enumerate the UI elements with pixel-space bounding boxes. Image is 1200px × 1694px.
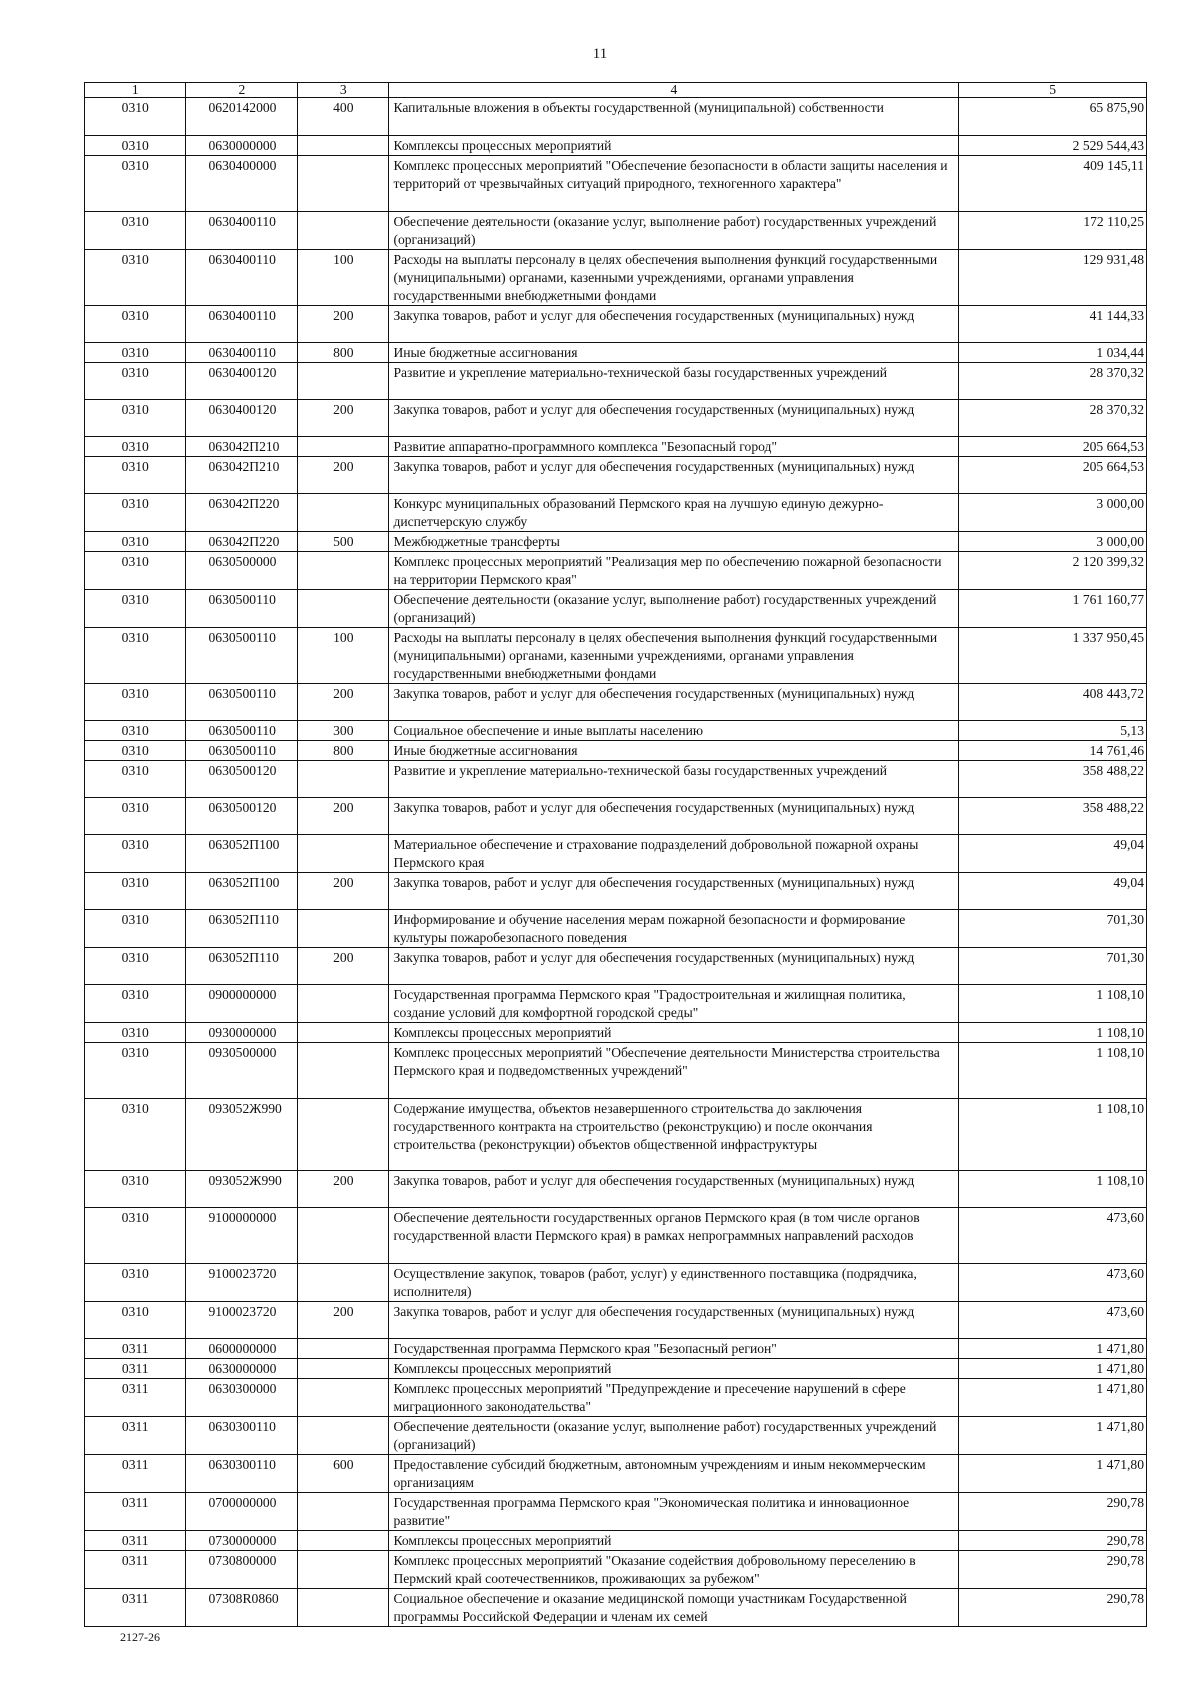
table-row bbox=[85, 835, 1147, 873]
item-name-cell: Закупка товаров, работ и услуг для обеспечения государственных (муниципальных) нужд bbox=[389, 948, 959, 985]
target-article-code-cell: 0630500000 bbox=[186, 552, 298, 590]
amount-cell: 701,30 bbox=[959, 948, 1147, 985]
table-row bbox=[85, 684, 1147, 721]
section-code-cell: 0311 bbox=[85, 1493, 186, 1531]
expense-type-code-cell bbox=[298, 1339, 389, 1359]
item-name-cell: Государственная программа Пермского края "Экономическая политика и инновационное развитие" bbox=[389, 1493, 959, 1531]
table-row bbox=[85, 1023, 1147, 1043]
amount-cell: 205 664,53 bbox=[959, 437, 1147, 457]
expense-type-code-cell bbox=[298, 212, 389, 250]
header-row bbox=[85, 83, 1147, 98]
table-row bbox=[85, 1264, 1147, 1302]
section-code-cell: 0310 bbox=[85, 910, 186, 948]
target-article-code-cell: 0630400110 bbox=[186, 212, 298, 250]
section-code-cell: 0311 bbox=[85, 1551, 186, 1589]
section-code-cell: 0310 bbox=[85, 250, 186, 306]
expense-type-code-cell bbox=[298, 136, 389, 156]
item-name-cell: Комплекс процессных мероприятий "Реализация мер по обеспечению пожарной безопасности на территории Пермского края" bbox=[389, 552, 959, 590]
item-name-cell: Предоставление субсидий бюджетным, автономным учреждениям и иным некоммерческим организациям bbox=[389, 1455, 959, 1493]
table-row bbox=[85, 532, 1147, 552]
amount-cell: 1 337 950,45 bbox=[959, 628, 1147, 684]
item-name-cell: Закупка товаров, работ и услуг для обеспечения государственных (муниципальных) нужд bbox=[389, 457, 959, 494]
target-article-code-cell: 0630500110 bbox=[186, 684, 298, 721]
item-name-cell: Иные бюджетные ассигнования bbox=[389, 343, 959, 363]
header-col-4: 4 bbox=[389, 83, 959, 98]
expense-type-code-cell: 200 bbox=[298, 1171, 389, 1208]
target-article-code-cell: 0630400120 bbox=[186, 363, 298, 400]
amount-cell: 1 471,80 bbox=[959, 1455, 1147, 1493]
table-row bbox=[85, 1359, 1147, 1379]
target-article-code-cell: 0630400110 bbox=[186, 250, 298, 306]
amount-cell: 358 488,22 bbox=[959, 798, 1147, 835]
item-name-cell: Комплексы процессных мероприятий bbox=[389, 1359, 959, 1379]
section-code-cell: 0310 bbox=[85, 721, 186, 741]
table-row bbox=[85, 1589, 1147, 1627]
expense-type-code-cell bbox=[298, 1551, 389, 1589]
section-code-cell: 0310 bbox=[85, 1043, 186, 1099]
item-name-cell: Закупка товаров, работ и услуг для обеспечения государственных (муниципальных) нужд bbox=[389, 1171, 959, 1208]
target-article-code-cell: 0630500120 bbox=[186, 798, 298, 835]
item-name-cell: Закупка товаров, работ и услуг для обеспечения государственных (муниципальных) нужд bbox=[389, 684, 959, 721]
target-article-code-cell: 0630300110 bbox=[186, 1417, 298, 1455]
item-name-cell: Закупка товаров, работ и услуг для обеспечения государственных (муниципальных) нужд bbox=[389, 400, 959, 437]
expense-type-code-cell: 500 bbox=[298, 532, 389, 552]
amount-cell: 409 145,11 bbox=[959, 156, 1147, 212]
item-name-cell: Расходы на выплаты персоналу в целях обеспечения выполнения функций государственными (муниципальными) органами, казенными учреждениями, органами управления государственными внебюджетными фондами bbox=[389, 250, 959, 306]
target-article-code-cell: 9100000000 bbox=[186, 1208, 298, 1264]
target-article-code-cell: 0630500110 bbox=[186, 741, 298, 761]
expense-type-code-cell bbox=[298, 363, 389, 400]
expense-type-code-cell bbox=[298, 1208, 389, 1264]
item-name-cell: Государственная программа Пермского края "Безопасный регион" bbox=[389, 1339, 959, 1359]
item-name-cell: Социальное обеспечение и оказание медицинской помощи участникам Государственной программы Российской Федерации и членам их семей bbox=[389, 1589, 959, 1627]
expense-type-code-cell bbox=[298, 1043, 389, 1099]
target-article-code-cell: 07308R0860 bbox=[186, 1589, 298, 1627]
target-article-code-cell: 063052П100 bbox=[186, 835, 298, 873]
section-code-cell: 0310 bbox=[85, 212, 186, 250]
amount-cell: 1 108,10 bbox=[959, 1043, 1147, 1099]
section-code-cell: 0311 bbox=[85, 1359, 186, 1379]
table-row bbox=[85, 1043, 1147, 1099]
item-name-cell: Государственная программа Пермского края "Градостроительная и жилищная политика, создание условий для комфортной городской среды" bbox=[389, 985, 959, 1023]
target-article-code-cell: 0630400110 bbox=[186, 306, 298, 343]
expense-type-code-cell bbox=[298, 1099, 389, 1171]
amount-cell: 129 931,48 bbox=[959, 250, 1147, 306]
amount-cell: 2 120 399,32 bbox=[959, 552, 1147, 590]
amount-cell: 473,60 bbox=[959, 1302, 1147, 1339]
item-name-cell: Комплексы процессных мероприятий bbox=[389, 1023, 959, 1043]
target-article-code-cell: 063042П220 bbox=[186, 494, 298, 532]
section-code-cell: 0310 bbox=[85, 835, 186, 873]
header-col-5: 5 bbox=[959, 83, 1147, 98]
expense-type-code-cell: 200 bbox=[298, 457, 389, 494]
expense-type-code-cell bbox=[298, 985, 389, 1023]
table-row bbox=[85, 628, 1147, 684]
expense-type-code-cell bbox=[298, 835, 389, 873]
section-code-cell: 0310 bbox=[85, 156, 186, 212]
item-name-cell: Межбюджетные трансферты bbox=[389, 532, 959, 552]
amount-cell: 1 471,80 bbox=[959, 1359, 1147, 1379]
table-row bbox=[85, 400, 1147, 437]
target-article-code-cell: 0630400120 bbox=[186, 400, 298, 437]
expense-type-code-cell: 200 bbox=[298, 684, 389, 721]
target-article-code-cell: 0630400000 bbox=[186, 156, 298, 212]
amount-cell: 41 144,33 bbox=[959, 306, 1147, 343]
section-code-cell: 0310 bbox=[85, 457, 186, 494]
expense-type-code-cell bbox=[298, 1264, 389, 1302]
target-article-code-cell: 0730800000 bbox=[186, 1551, 298, 1589]
table-row bbox=[85, 741, 1147, 761]
section-code-cell: 0310 bbox=[85, 628, 186, 684]
item-name-cell: Развитие и укрепление материально-технической базы государственных учреждений bbox=[389, 363, 959, 400]
table-row bbox=[85, 1531, 1147, 1551]
amount-cell: 701,30 bbox=[959, 910, 1147, 948]
item-name-cell: Осуществление закупок, товаров (работ, услуг) у единственного поставщика (подрядчика, исполнителя) bbox=[389, 1264, 959, 1302]
item-name-cell: Комплекс процессных мероприятий "Оказание содействия добровольному переселению в Пермский край соотечественников, проживающих за рубежом" bbox=[389, 1551, 959, 1589]
table-row bbox=[85, 1493, 1147, 1531]
table-row bbox=[85, 1417, 1147, 1455]
section-code-cell: 0311 bbox=[85, 1589, 186, 1627]
table-row bbox=[85, 343, 1147, 363]
expense-type-code-cell bbox=[298, 590, 389, 628]
header-col-2: 2 bbox=[186, 83, 298, 98]
amount-cell: 1 108,10 bbox=[959, 1099, 1147, 1171]
item-name-cell: Закупка товаров, работ и услуг для обеспечения государственных (муниципальных) нужд bbox=[389, 1302, 959, 1339]
table-row bbox=[85, 721, 1147, 741]
table-row bbox=[85, 761, 1147, 798]
item-name-cell: Обеспечение деятельности (оказание услуг, выполнение работ) государственных учреждений (организаций) bbox=[389, 1417, 959, 1455]
table-row bbox=[85, 1208, 1147, 1264]
table-row bbox=[85, 1171, 1147, 1208]
amount-cell: 408 443,72 bbox=[959, 684, 1147, 721]
item-name-cell: Иные бюджетные ассигнования bbox=[389, 741, 959, 761]
target-article-code-cell: 0630500120 bbox=[186, 761, 298, 798]
amount-cell: 290,78 bbox=[959, 1493, 1147, 1531]
table-row bbox=[85, 590, 1147, 628]
header-col-3: 3 bbox=[298, 83, 389, 98]
section-code-cell: 0311 bbox=[85, 1417, 186, 1455]
target-article-code-cell: 063042П210 bbox=[186, 457, 298, 494]
amount-cell: 28 370,32 bbox=[959, 363, 1147, 400]
header-col-1: 1 bbox=[85, 83, 186, 98]
expense-type-code-cell bbox=[298, 1531, 389, 1551]
item-name-cell: Закупка товаров, работ и услуг для обеспечения государственных (муниципальных) нужд bbox=[389, 873, 959, 910]
amount-cell: 1 761 160,77 bbox=[959, 590, 1147, 628]
page-number: 11 bbox=[592, 46, 608, 62]
target-article-code-cell: 0630300000 bbox=[186, 1379, 298, 1417]
amount-cell: 28 370,32 bbox=[959, 400, 1147, 437]
table-row bbox=[85, 306, 1147, 343]
amount-cell: 1 471,80 bbox=[959, 1379, 1147, 1417]
target-article-code-cell: 9100023720 bbox=[186, 1302, 298, 1339]
table-row bbox=[85, 1339, 1147, 1359]
section-code-cell: 0310 bbox=[85, 363, 186, 400]
table-row bbox=[85, 552, 1147, 590]
expense-type-code-cell: 300 bbox=[298, 721, 389, 741]
expense-type-code-cell bbox=[298, 437, 389, 457]
table-row bbox=[85, 985, 1147, 1023]
item-name-cell: Капитальные вложения в объекты государственной (муниципальной) собственности bbox=[389, 98, 959, 136]
expense-type-code-cell: 200 bbox=[298, 400, 389, 437]
target-article-code-cell: 9100023720 bbox=[186, 1264, 298, 1302]
target-article-code-cell: 0900000000 bbox=[186, 985, 298, 1023]
expense-type-code-cell bbox=[298, 1359, 389, 1379]
expense-type-code-cell bbox=[298, 1493, 389, 1531]
target-article-code-cell: 0730000000 bbox=[186, 1531, 298, 1551]
section-code-cell: 0310 bbox=[85, 1171, 186, 1208]
expense-type-code-cell: 100 bbox=[298, 628, 389, 684]
section-code-cell: 0310 bbox=[85, 1264, 186, 1302]
item-name-cell: Информирование и обучение населения мерам пожарной безопасности и формирование культуры пожаробезопасного поведения bbox=[389, 910, 959, 948]
item-name-cell: Обеспечение деятельности (оказание услуг, выполнение работ) государственных учреждений (организаций) bbox=[389, 590, 959, 628]
target-article-code-cell: 093052Ж990 bbox=[186, 1171, 298, 1208]
expense-type-code-cell: 400 bbox=[298, 98, 389, 136]
amount-cell: 290,78 bbox=[959, 1589, 1147, 1627]
table-row bbox=[85, 437, 1147, 457]
table-row bbox=[85, 798, 1147, 835]
table-row bbox=[85, 212, 1147, 250]
table-row bbox=[85, 156, 1147, 212]
amount-cell: 49,04 bbox=[959, 835, 1147, 873]
section-code-cell: 0310 bbox=[85, 1208, 186, 1264]
table-row bbox=[85, 910, 1147, 948]
section-code-cell: 0310 bbox=[85, 798, 186, 835]
item-name-cell: Комплекс процессных мероприятий "Обеспечение деятельности Министерства строительства Пермского края и подведомственных учреждений" bbox=[389, 1043, 959, 1099]
amount-cell: 1 471,80 bbox=[959, 1339, 1147, 1359]
table-row bbox=[85, 250, 1147, 306]
item-name-cell: Содержание имущества, объектов незавершенного строительства до заключения государственного контракта на строительство (реконструкцию) и после окончания строительства (реконструкции) объектов общественной инфраструктуры bbox=[389, 1099, 959, 1171]
target-article-code-cell: 0630300110 bbox=[186, 1455, 298, 1493]
amount-cell: 14 761,46 bbox=[959, 741, 1147, 761]
table-row bbox=[85, 1551, 1147, 1589]
section-code-cell: 0310 bbox=[85, 552, 186, 590]
table-row bbox=[85, 363, 1147, 400]
target-article-code-cell: 063052П110 bbox=[186, 910, 298, 948]
expense-type-code-cell: 100 bbox=[298, 250, 389, 306]
section-code-cell: 0310 bbox=[85, 948, 186, 985]
target-article-code-cell: 063052П100 bbox=[186, 873, 298, 910]
expense-type-code-cell: 200 bbox=[298, 798, 389, 835]
target-article-code-cell: 0630400110 bbox=[186, 343, 298, 363]
expense-type-code-cell: 200 bbox=[298, 873, 389, 910]
amount-cell: 49,04 bbox=[959, 873, 1147, 910]
section-code-cell: 0310 bbox=[85, 400, 186, 437]
amount-cell: 1 108,10 bbox=[959, 985, 1147, 1023]
amount-cell: 172 110,25 bbox=[959, 212, 1147, 250]
amount-cell: 358 488,22 bbox=[959, 761, 1147, 798]
section-code-cell: 0310 bbox=[85, 1023, 186, 1043]
section-code-cell: 0310 bbox=[85, 1099, 186, 1171]
table-row bbox=[85, 873, 1147, 910]
item-name-cell: Социальное обеспечение и иные выплаты населению bbox=[389, 721, 959, 741]
section-code-cell: 0311 bbox=[85, 1379, 186, 1417]
item-name-cell: Расходы на выплаты персоналу в целях обеспечения выполнения функций государственными (муниципальными) органами, казенными учреждениями, органами управления государственными внебюджетными фондами bbox=[389, 628, 959, 684]
expense-type-code-cell: 800 bbox=[298, 343, 389, 363]
expense-type-code-cell bbox=[298, 910, 389, 948]
target-article-code-cell: 0630000000 bbox=[186, 1359, 298, 1379]
budget-table bbox=[84, 82, 1147, 1627]
item-name-cell: Комплекс процессных мероприятий "Предупреждение и пресечение нарушений в сфере миграционного законодательства" bbox=[389, 1379, 959, 1417]
table-row bbox=[85, 1302, 1147, 1339]
amount-cell: 5,13 bbox=[959, 721, 1147, 741]
table-row bbox=[85, 98, 1147, 136]
table-row bbox=[85, 1379, 1147, 1417]
target-article-code-cell: 063042П220 bbox=[186, 532, 298, 552]
expense-type-code-cell bbox=[298, 761, 389, 798]
expense-type-code-cell: 200 bbox=[298, 948, 389, 985]
expense-type-code-cell: 800 bbox=[298, 741, 389, 761]
section-code-cell: 0310 bbox=[85, 985, 186, 1023]
item-name-cell: Развитие аппаратно-программного комплекса "Безопасный город" bbox=[389, 437, 959, 457]
item-name-cell: Обеспечение деятельности государственных органов Пермского края (в том числе органов государственной власти Пермского края) в рамках непрограммных направлений расходов bbox=[389, 1208, 959, 1264]
amount-cell: 3 000,00 bbox=[959, 532, 1147, 552]
section-code-cell: 0310 bbox=[85, 98, 186, 136]
target-article-code-cell: 063042П210 bbox=[186, 437, 298, 457]
item-name-cell: Развитие и укрепление материально-технической базы государственных учреждений bbox=[389, 761, 959, 798]
amount-cell: 290,78 bbox=[959, 1531, 1147, 1551]
section-code-cell: 0310 bbox=[85, 684, 186, 721]
expense-type-code-cell bbox=[298, 1589, 389, 1627]
target-article-code-cell: 0630000000 bbox=[186, 136, 298, 156]
expense-type-code-cell: 200 bbox=[298, 306, 389, 343]
section-code-cell: 0310 bbox=[85, 741, 186, 761]
expense-type-code-cell bbox=[298, 156, 389, 212]
item-name-cell: Комплекс процессных мероприятий "Обеспечение безопасности в области защиты населения и территорий от чрезвычайных ситуаций природного, техногенного характера" bbox=[389, 156, 959, 212]
item-name-cell: Обеспечение деятельности (оказание услуг, выполнение работ) государственных учреждений (организаций) bbox=[389, 212, 959, 250]
section-code-cell: 0310 bbox=[85, 761, 186, 798]
table-row bbox=[85, 136, 1147, 156]
table-row bbox=[85, 457, 1147, 494]
expense-type-code-cell bbox=[298, 1023, 389, 1043]
target-article-code-cell: 0630500110 bbox=[186, 628, 298, 684]
amount-cell: 205 664,53 bbox=[959, 457, 1147, 494]
table-row bbox=[85, 948, 1147, 985]
amount-cell: 3 000,00 bbox=[959, 494, 1147, 532]
expense-type-code-cell: 600 bbox=[298, 1455, 389, 1493]
table-row bbox=[85, 494, 1147, 532]
section-code-cell: 0310 bbox=[85, 136, 186, 156]
table-row bbox=[85, 1455, 1147, 1493]
section-code-cell: 0310 bbox=[85, 532, 186, 552]
section-code-cell: 0310 bbox=[85, 343, 186, 363]
item-name-cell: Конкурс муниципальных образований Пермского края на лучшую единую дежурно-диспетчерскую службу bbox=[389, 494, 959, 532]
target-article-code-cell: 0630500110 bbox=[186, 721, 298, 741]
table-row bbox=[85, 1099, 1147, 1171]
item-name-cell: Закупка товаров, работ и услуг для обеспечения государственных (муниципальных) нужд bbox=[389, 306, 959, 343]
expense-type-code-cell bbox=[298, 552, 389, 590]
section-code-cell: 0311 bbox=[85, 1339, 186, 1359]
amount-cell: 473,60 bbox=[959, 1264, 1147, 1302]
section-code-cell: 0311 bbox=[85, 1455, 186, 1493]
amount-cell: 1 108,10 bbox=[959, 1171, 1147, 1208]
section-code-cell: 0310 bbox=[85, 494, 186, 532]
expense-type-code-cell bbox=[298, 1417, 389, 1455]
section-code-cell: 0310 bbox=[85, 590, 186, 628]
section-code-cell: 0310 bbox=[85, 873, 186, 910]
section-code-cell: 0310 bbox=[85, 1302, 186, 1339]
amount-cell: 290,78 bbox=[959, 1551, 1147, 1589]
item-name-cell: Закупка товаров, работ и услуг для обеспечения государственных (муниципальных) нужд bbox=[389, 798, 959, 835]
target-article-code-cell: 0930000000 bbox=[186, 1023, 298, 1043]
expense-type-code-cell bbox=[298, 1379, 389, 1417]
target-article-code-cell: 0630500110 bbox=[186, 590, 298, 628]
document-code: 2127-26 bbox=[120, 1630, 160, 1644]
amount-cell: 473,60 bbox=[959, 1208, 1147, 1264]
target-article-code-cell: 0620142000 bbox=[186, 98, 298, 136]
amount-cell: 1 034,44 bbox=[959, 343, 1147, 363]
amount-cell: 65 875,90 bbox=[959, 98, 1147, 136]
amount-cell: 1 471,80 bbox=[959, 1417, 1147, 1455]
target-article-code-cell: 063052П110 bbox=[186, 948, 298, 985]
target-article-code-cell: 0600000000 bbox=[186, 1339, 298, 1359]
expense-type-code-cell bbox=[298, 494, 389, 532]
section-code-cell: 0311 bbox=[85, 1531, 186, 1551]
item-name-cell: Комплексы процессных мероприятий bbox=[389, 136, 959, 156]
target-article-code-cell: 093052Ж990 bbox=[186, 1099, 298, 1171]
section-code-cell: 0310 bbox=[85, 306, 186, 343]
amount-cell: 2 529 544,43 bbox=[959, 136, 1147, 156]
expense-type-code-cell: 200 bbox=[298, 1302, 389, 1339]
amount-cell: 1 108,10 bbox=[959, 1023, 1147, 1043]
item-name-cell: Комплексы процессных мероприятий bbox=[389, 1531, 959, 1551]
target-article-code-cell: 0930500000 bbox=[186, 1043, 298, 1099]
target-article-code-cell: 0700000000 bbox=[186, 1493, 298, 1531]
section-code-cell: 0310 bbox=[85, 437, 186, 457]
item-name-cell: Материальное обеспечение и страхование подразделений добровольной пожарной охраны Пермского края bbox=[389, 835, 959, 873]
